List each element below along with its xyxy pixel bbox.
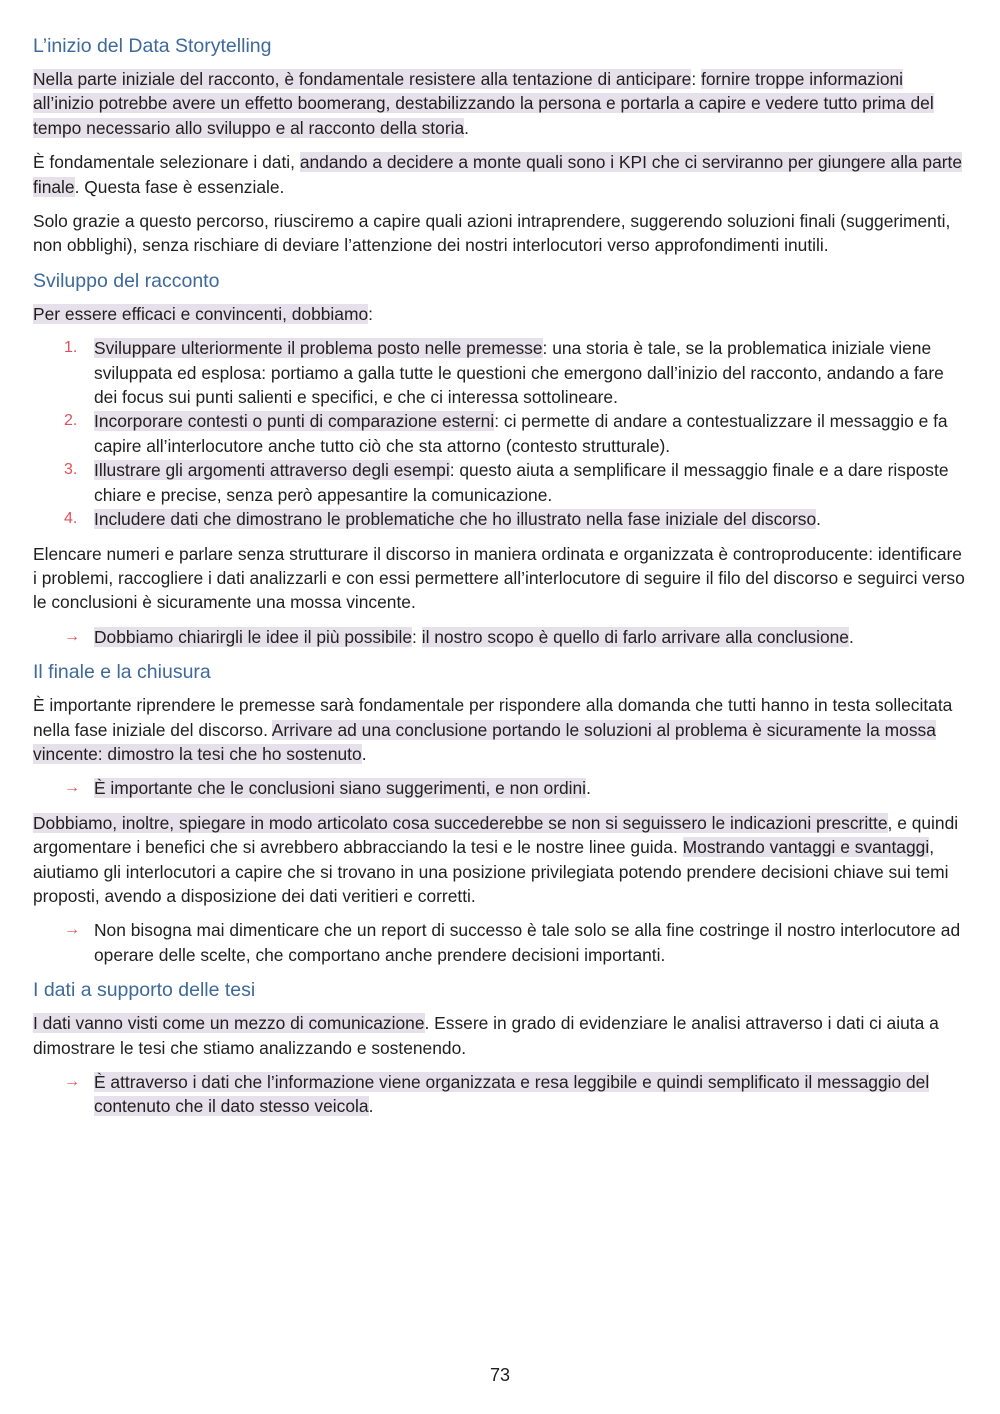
highlighted-text: Nella parte iniziale del racconto, è fondamentale resistere alla tentazione di anticipare bbox=[33, 69, 692, 89]
text: . bbox=[816, 509, 821, 530]
list-item bbox=[33, 409, 968, 458]
highlighted-text: il nostro scopo è quello di farlo arrivare alla conclusione bbox=[421, 626, 849, 647]
highlighted-text: Mostrando vantaggi e svantaggi bbox=[682, 837, 930, 858]
section-heading-inizio: L’inizio del Data Storytelling bbox=[33, 35, 272, 57]
list-item bbox=[33, 458, 968, 507]
arrow-right-icon: → bbox=[64, 1073, 80, 1090]
text: Non bisogna mai dimenticare che un report di successo è tale solo se alla fine costringe il nostro interlocutore ad operare delle scelte, che comportano anche prendere decisioni importanti. bbox=[94, 920, 961, 965]
arrow-point bbox=[33, 1070, 968, 1119]
paragraph bbox=[33, 1011, 968, 1060]
text: : bbox=[412, 626, 422, 647]
text: È importante riprendere le premesse sarà fondamentale per rispondere alla domanda che tutti hanno in testa sollecitata nella fase iniziale del discorso. bbox=[33, 695, 953, 740]
text: , aiutiamo gli interlocutori a capire che si trovano in una posizione privilegiata potendo prendere decisioni chiave sui temi proposti, avendo a disposizione dei dati veritieri e corretti. bbox=[33, 837, 949, 906]
arrow-point bbox=[33, 918, 968, 967]
highlighted-text: andando a decidere a monte quali sono i KPI che ci serviranno per giungere alla parte finale bbox=[33, 152, 963, 197]
highlighted-text: fornire troppe informazioni all’inizio potrebbe avere un effetto boomerang, destabilizzando la persona e portarla a capire e vedere tutto prima del tempo necessario allo sviluppo e al racconto della storia bbox=[33, 69, 934, 138]
list-item bbox=[33, 336, 968, 409]
paragraph: Solo grazie a questo percorso, riusciremo a capire quali azioni intraprendere, suggerendo soluzioni finali (suggerimenti, non obblighi), senza rischiare di deviare l’attenzione dei nostri interlocutori verso approfondimenti inutili. bbox=[33, 211, 951, 256]
highlighted-text: Arrivare ad una conclusione portando le soluzioni al problema è sicuramente la mossa vincente: dimostro la tesi che ho sostenuto bbox=[33, 719, 936, 764]
text: : una storia è tale, se la problematica iniziale viene sviluppata ed esplosa: portiamo a galla tutte le questioni che emergono dall’inizio del racconto, andando a fare dei focus sui punti salienti e specifici, e che ci interessa sottolineare. bbox=[94, 338, 944, 408]
arrow-right-icon: → bbox=[64, 779, 80, 797]
highlighted-text: Includere dati che dimostrano le problematiche che ho illustrato nella fase iniziale del discorso bbox=[94, 509, 817, 530]
paragraph bbox=[33, 302, 968, 326]
text: . bbox=[368, 1096, 374, 1117]
text: . bbox=[464, 117, 469, 138]
text: : bbox=[691, 69, 702, 89]
paragraph: Elencare numeri e parlare senza strutturare il discorso in maniera ordinata e organizzata è controproducente: identificare i problemi, raccogliere i dati analizzarli e con essi permettere all’interlocutore di seguire il filo del discorso e seguirci verso le conclusioni è sicuramente una mossa vincente. bbox=[33, 543, 965, 613]
arrow-right-icon: → bbox=[64, 627, 80, 645]
text: . bbox=[361, 743, 367, 764]
text: : questo aiuta a semplificare il messaggio finale e a dare risposte chiare e precise, senza però appesantire la comunicazione. bbox=[94, 460, 949, 505]
highlighted-text: Illustrare gli argomenti attraverso degli esempi bbox=[94, 460, 450, 481]
arrow-point bbox=[33, 776, 968, 800]
text: : ci permette di andare a contestualizzare il messaggio e fa capire all’interlocutore anche tutto ciò che sta attorno (contesto strutturale). bbox=[94, 411, 948, 456]
list-number: 3. bbox=[64, 461, 78, 479]
list-number: 2. bbox=[64, 412, 78, 430]
page-number: 73 bbox=[489, 1365, 511, 1385]
highlighted-text: Dobbiamo chiarirgli le idee il più possibile bbox=[94, 626, 413, 647]
list-number: 4. bbox=[64, 510, 78, 528]
numbered-list bbox=[33, 336, 968, 531]
document-page bbox=[33, 30, 968, 1129]
section-heading-sviluppo: Sviluppo del racconto bbox=[33, 269, 220, 292]
highlighted-text: È attraverso i dati che l’informazione viene organizzata e resa leggibile e quindi semplificato il messaggio del contenuto che il dato stesso veicola bbox=[94, 1072, 930, 1117]
highlighted-text: Sviluppare ulteriormente il problema posto nelle premesse bbox=[94, 338, 543, 359]
section-heading-finale: Il finale e la chiusura bbox=[33, 661, 211, 684]
text: . Essere in grado di evidenziare le analisi attraverso i dati ci aiuta a dimostrare le tesi che stiamo analizzando e sostenendo. bbox=[33, 1013, 939, 1058]
arrow-point bbox=[33, 625, 968, 649]
list-item bbox=[33, 507, 968, 531]
text: . bbox=[586, 778, 591, 799]
highlighted-text: Incorporare contesti o punti di comparazione esterni bbox=[94, 411, 495, 432]
highlighted-text: Dobbiamo, inoltre, spiegare in modo articolato cosa succederebbe se non si seguissero le indicazioni prescritte bbox=[33, 812, 888, 833]
arrow-right-icon: → bbox=[64, 921, 80, 939]
text: È fondamentale selezionare i dati, bbox=[33, 152, 300, 173]
highlighted-text: Per essere efficaci e convincenti, dobbiamo bbox=[33, 303, 369, 324]
paragraph bbox=[33, 150, 968, 199]
highlighted-text: È importante che le conclusioni siano suggerimenti, e non ordini bbox=[94, 778, 587, 799]
list-number: 1. bbox=[64, 339, 78, 357]
text: . Questa fase è essenziale. bbox=[74, 176, 285, 197]
text: . bbox=[848, 626, 854, 647]
text: , e quindi argomentare i benefici che si avrebbero abbracciando la tesi e le nostre linee guida. bbox=[33, 812, 959, 858]
section-heading-dati: I dati a supporto delle tesi bbox=[33, 979, 256, 1002]
paragraph bbox=[33, 67, 968, 140]
paragraph bbox=[33, 693, 968, 766]
highlighted-text: I dati vanno visti come un mezzo di comunicazione bbox=[33, 1013, 425, 1034]
text: : bbox=[368, 303, 373, 324]
paragraph bbox=[33, 811, 968, 909]
